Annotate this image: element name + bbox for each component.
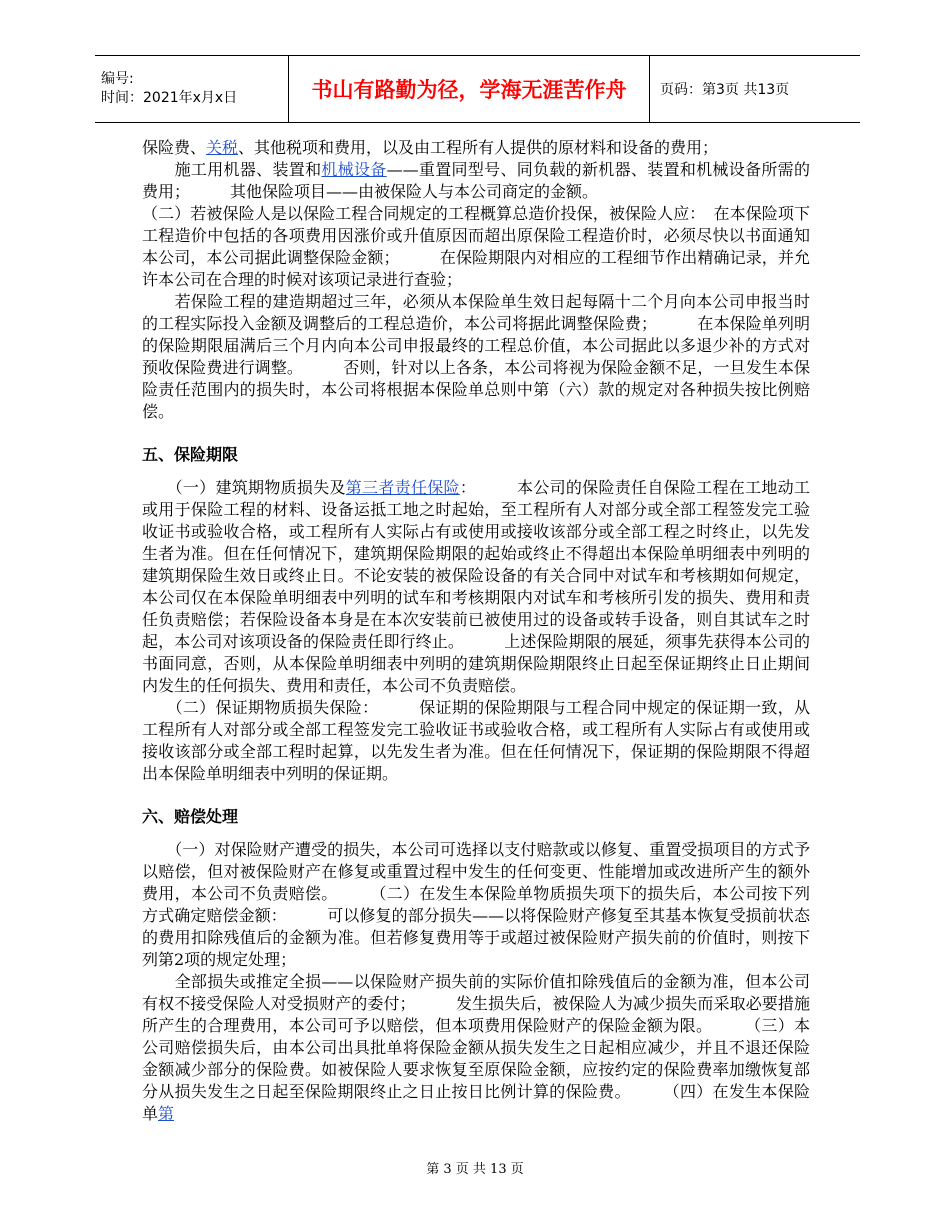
header-motto <box>288 56 650 122</box>
footer-page-number: 第 3 页 共 13 页 <box>426 1162 524 1177</box>
page-header <box>95 55 860 123</box>
document-number-label: 编号: <box>101 71 134 87</box>
document-body <box>142 137 810 1125</box>
paragraph <box>142 159 810 203</box>
document-time: 时间：2021年x月x日 <box>101 90 238 106</box>
link-continuation[interactable]: 第 <box>158 1104 175 1123</box>
link-tariff[interactable]: 关税 <box>206 138 239 157</box>
paragraph <box>142 971 810 1125</box>
section-heading-claims: 六、赔偿处理 <box>142 807 239 826</box>
text-run: 全部损失或推定全损——以保险财产损失前的实际价值扣除残值后的金额为准，但本公司有权不接受保险人对受损财产的委付； 发生损失后，被保险人为减少损失而采取必要措施所产生的合理费用，本公司可予以赔偿，但本项费用保险财产的保险金额为限。 （三）本公司赔偿损失后，由本公司出具批单将保险金额从损失发生之日起相应减少，并且不退还保险金额减少部分的保险费。如被保险人要求恢复至原保险金额，应按约定的保险费率加缴恢复部分从损失发生之日起至保险期限终止之日止按日比例计算的保险费。 （四）在发生本保险单 <box>142 972 810 1123</box>
link-machinery[interactable]: 机械设备 <box>321 160 387 179</box>
link-third-party-liability[interactable]: 第三者责任保险 <box>345 478 460 497</box>
paragraph: （二）保证期物质损失保险： 保证期的保险期限与工程合同中规定的保证期一致，从工程所有人对部分或全部工程签发完工验收证书或验收合格，或工程所有人实际占有或使用或接收该部分或全部工程时起算，以先发生者为准。但在任何情况下，保证期的保险期限不得超出本保险单明细表中列明的保证期。 <box>142 698 810 783</box>
text-run: 、其他税项和费用，以及由工程所有人提供的原材料和设备的费用； <box>238 138 719 157</box>
text-run: ： 本公司的保险责任自保险工程在工地动工或用于保险工程的材料、设备运抵工地之时起始，至工程所有人对部分或全部工程签发完工验收证书或验收合格，或工程所有人实际占有或使用或接收该部分或全部工程之时终止，以先发生者为准。但在任何情况下，建筑期保险期限的起始或终止不得超出本保险单明细表中列明的建筑期保险生效日或终止日。不论安装的被保险设备的有关合同中对试车和考核期如何规定，本公司仅在本保险单明细表中列明的试车和考核期限内对试车和考核所引发的损失、费用和责任负责赔偿；若保险设备本身是在本次安装前已被使用过的设备或转手设备，则自其试车之时起，本公司对该项设备的保险责任即行终止。 上述保险期限的展延，须事先获得本公司的书面同意，否则，从本保险单明细表中列明的建筑期保险期限终止日起至保证期终止日止期间内发生的任何损失、费用和责任，本公司不负责赔偿。 <box>142 478 810 695</box>
text-run: （一）建筑期物质损失及 <box>142 478 346 497</box>
paragraph <box>142 477 810 697</box>
header-meta <box>95 56 288 122</box>
text-run: 保险费、 <box>142 138 207 157</box>
section-heading-insurance-period: 五、保险期限 <box>142 445 239 464</box>
header-page-info <box>650 56 860 122</box>
page-info-text: 页码：第3页 共13页 <box>660 82 790 98</box>
text-run: 施工用机器、装置和 <box>142 160 322 179</box>
paragraph: 若保险工程的建造期超过三年，必须从本保险单生效日起每隔十二个月向本公司申报当时的工程实际投入金额及调整后的工程总造价，本公司将据此调整保险费； 在本保险单列明的保险期限届满后三个月内向本公司申报最终的工程总价值，本公司据此以多退少补的方式对预收保险费进行调整。 否则，针对以上各条，本公司将视为保险金额不足，一旦发生本保险责任范围内的损失时，本公司将根据本保险单总则中第（六）款的规定对各种损失按比例赔偿。 <box>142 292 810 421</box>
page-footer <box>0 1158 950 1177</box>
paragraph <box>142 137 810 159</box>
text-run: ——重置同型号、同负载的新机器、装置和机械设备所需的费用； 其他保险项目——由被保险人与本公司商定的金额。 <box>142 160 810 201</box>
paragraph: （一）对保险财产遭受的损失，本公司可选择以支付赔款或以修复、重置受损项目的方式予以赔偿，但对被保险财产在修复或重置过程中发生的任何变更、性能增加或改进所产生的额外费用，本公司不负责赔偿。 （二）在发生本保险单物质损失项下的损失后，本公司按下列方式确定赔偿金额： 可以修复的部分损失——以将保险财产修复至其基本恢复受损前状态的费用扣除残值后的金额为准。但若修复费用等于或超过被保险财产损失前的价值时，则按下列第2项的规定处理； <box>142 840 810 969</box>
paragraph: （二）若被保险人是以保险工程合同规定的工程概算总造价投保，被保险人应： 在本保险项下工程造价中包括的各项费用因涨价或升值原因而超出原保险工程造价时，必须尽快以书面通知本公司，本公司据此调整保险金额； 在保险期限内对相应的工程细节作出精确记录，并允许本公司在合理的时候对该项记录进行查验； <box>142 204 810 289</box>
motto-text: 书山有路勤为径，学海无涯苦作舟 <box>311 78 627 102</box>
